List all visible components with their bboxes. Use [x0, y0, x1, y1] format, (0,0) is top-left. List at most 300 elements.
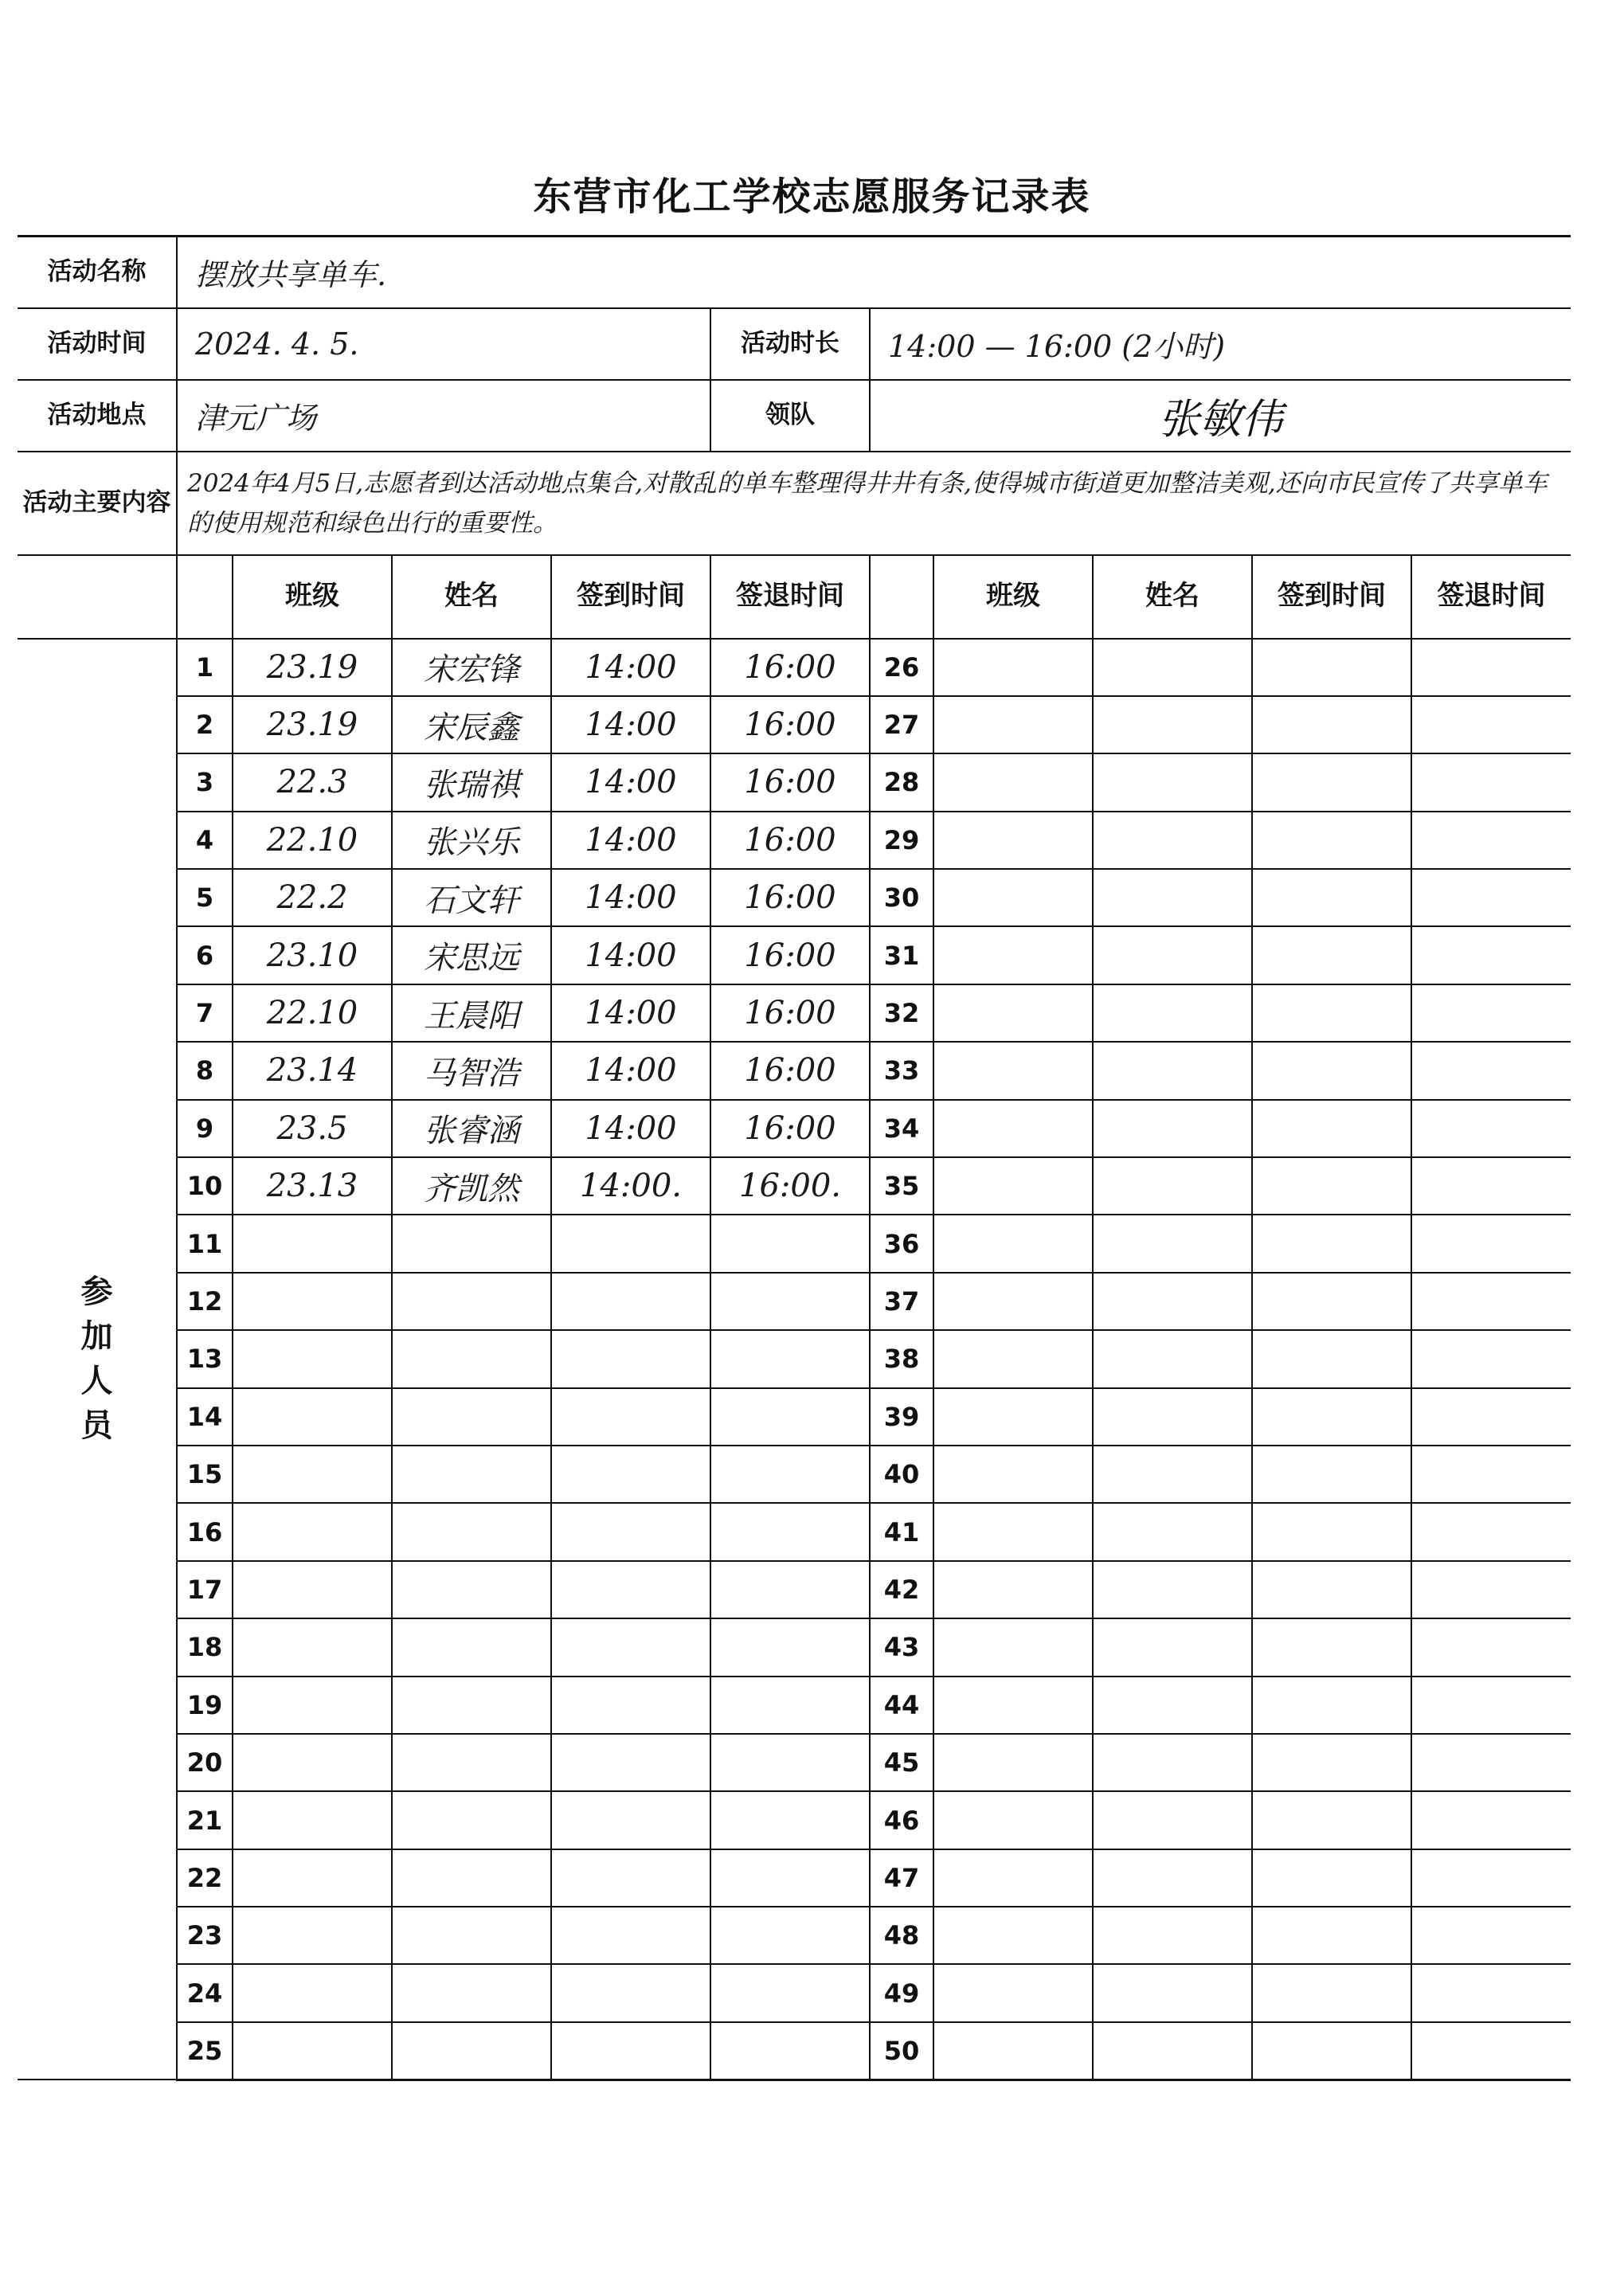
cell-checkout [1411, 1561, 1571, 1618]
cell-name [392, 1561, 551, 1618]
column-header-name-left: 姓名 [392, 555, 551, 639]
cell-class [933, 869, 1093, 926]
cell-checkin [1252, 696, 1411, 753]
cell-name [392, 1964, 551, 2021]
cell-name: 张睿涵 [392, 1100, 551, 1157]
cell-checkout [710, 1964, 870, 2021]
cell-checkin [1252, 812, 1411, 869]
row-number: 39 [870, 1388, 933, 1446]
cell-name [392, 1446, 551, 1503]
cell-checkin: 14:00 [551, 639, 710, 696]
table-row [18, 696, 1571, 753]
row-number: 46 [870, 1791, 933, 1849]
cell-name [392, 1618, 551, 1676]
cell-class: 23.10 [233, 926, 392, 984]
cell-checkout: 16:00 [710, 1100, 870, 1157]
row-number: 45 [870, 1734, 933, 1791]
cell-checkin [1252, 639, 1411, 696]
cell-checkout [1411, 984, 1571, 1042]
cell-checkin [1252, 1042, 1411, 1099]
cell-name [1093, 1734, 1252, 1791]
cell-checkout: 16:00 [710, 1042, 870, 1099]
cell-checkin [1252, 984, 1411, 1042]
cell-checkout: 16:00 [710, 812, 870, 869]
cell-name [1093, 984, 1252, 1042]
row-number: 6 [177, 926, 233, 984]
cell-checkin [1252, 1618, 1411, 1676]
cell-checkout [1411, 1503, 1571, 1560]
header-num-cell-right [870, 555, 933, 639]
cell-checkin [1252, 1561, 1411, 1618]
cell-checkout: 16:00 [710, 639, 870, 696]
cell-class: 22.2 [233, 869, 392, 926]
row-number: 35 [870, 1157, 933, 1215]
table-row [18, 1503, 1571, 1560]
cell-name [1093, 1446, 1252, 1503]
cell-name [1093, 696, 1252, 753]
cell-checkin [551, 1734, 710, 1791]
cell-name [392, 1388, 551, 1446]
cell-name [1093, 1677, 1252, 1734]
cell-checkin [551, 1677, 710, 1734]
cell-checkout [1411, 1157, 1571, 1215]
cell-checkout [710, 1618, 870, 1676]
row-number: 34 [870, 1100, 933, 1157]
cell-checkout [1411, 2022, 1571, 2080]
cell-name: 王晨阳 [392, 984, 551, 1042]
row-number: 44 [870, 1677, 933, 1734]
cell-checkin [1252, 1100, 1411, 1157]
cell-checkout [1411, 1677, 1571, 1734]
volunteer-record-table [18, 235, 1571, 2081]
row-number: 19 [177, 1677, 233, 1734]
cell-checkout [710, 1388, 870, 1446]
cell-checkout [1411, 1273, 1571, 1330]
cell-checkout: 16:00 [710, 753, 870, 811]
cell-class: 23.13 [233, 1157, 392, 1215]
cell-name [1093, 1964, 1252, 2021]
cell-name [392, 1677, 551, 1734]
cell-name [392, 1849, 551, 1907]
cell-checkout [1411, 1849, 1571, 1907]
row-number: 5 [177, 869, 233, 926]
row-number: 13 [177, 1330, 233, 1387]
row-activity-location [18, 380, 1571, 452]
cell-checkin [1252, 1503, 1411, 1560]
cell-class [233, 1907, 392, 1964]
table-row [18, 1157, 1571, 1215]
cell-name [1093, 1100, 1252, 1157]
cell-class [933, 2022, 1093, 2080]
cell-checkout [1411, 1964, 1571, 2021]
cell-checkout: 16:00 [710, 984, 870, 1042]
row-number: 17 [177, 1561, 233, 1618]
cell-class [233, 1446, 392, 1503]
row-number: 15 [177, 1446, 233, 1503]
cell-checkin: 14:00 [551, 926, 710, 984]
cell-name: 张兴乐 [392, 812, 551, 869]
row-number: 38 [870, 1330, 933, 1387]
row-activity-content [18, 452, 1571, 555]
cell-checkin [551, 1388, 710, 1446]
cell-class [933, 984, 1093, 1042]
row-number: 8 [177, 1042, 233, 1099]
team-leader-label: 领队 [710, 380, 870, 452]
table-row [18, 2022, 1571, 2080]
cell-checkout [1411, 639, 1571, 696]
cell-name [392, 1330, 551, 1387]
row-number: 43 [870, 1618, 933, 1676]
table-row [18, 812, 1571, 869]
table-row [18, 1446, 1571, 1503]
cell-class [233, 2022, 392, 2080]
cell-checkout [1411, 1042, 1571, 1099]
cell-checkout [1411, 1907, 1571, 1964]
activity-time-label: 活动时间 [18, 308, 177, 380]
cell-class [933, 1215, 1093, 1272]
cell-class [933, 1503, 1093, 1560]
cell-checkout [710, 1503, 870, 1560]
cell-class: 23.19 [233, 639, 392, 696]
cell-checkin [1252, 926, 1411, 984]
cell-checkout [1411, 1100, 1571, 1157]
cell-name [1093, 1273, 1252, 1330]
column-header-class-right: 班级 [933, 555, 1093, 639]
cell-checkin [551, 1330, 710, 1387]
cell-checkin [1252, 753, 1411, 811]
table-row [18, 1618, 1571, 1676]
cell-class: 23.5 [233, 1100, 392, 1157]
cell-name [1093, 1157, 1252, 1215]
cell-checkout [1411, 812, 1571, 869]
cell-class: 23.19 [233, 696, 392, 753]
row-number: 41 [870, 1503, 933, 1560]
row-number: 9 [177, 1100, 233, 1157]
cell-name [1093, 1618, 1252, 1676]
cell-checkin: 14:00 [551, 696, 710, 753]
row-number: 20 [177, 1734, 233, 1791]
cell-class [933, 639, 1093, 696]
table-row [18, 639, 1571, 696]
cell-checkin [1252, 1907, 1411, 1964]
row-number: 32 [870, 984, 933, 1042]
cell-name [1093, 1561, 1252, 1618]
row-number: 7 [177, 984, 233, 1042]
cell-checkout [1411, 926, 1571, 984]
cell-class [933, 1446, 1093, 1503]
cell-checkin: 14:00 [551, 1042, 710, 1099]
cell-name: 石文轩 [392, 869, 551, 926]
table-row [18, 1734, 1571, 1791]
cell-checkin [1252, 1388, 1411, 1446]
activity-location-label: 活动地点 [18, 380, 177, 452]
row-number: 25 [177, 2022, 233, 2080]
cell-class [233, 1330, 392, 1387]
cell-checkout [1411, 1215, 1571, 1272]
cell-class [233, 1503, 392, 1560]
row-activity-time [18, 308, 1571, 380]
cell-checkout [710, 1330, 870, 1387]
activity-time-value: 2024. 4. 5. [177, 308, 710, 380]
cell-checkin [1252, 1157, 1411, 1215]
row-number: 36 [870, 1215, 933, 1272]
table-row [18, 1849, 1571, 1907]
cell-checkin [551, 1503, 710, 1560]
cell-name [1093, 639, 1252, 696]
cell-checkout [1411, 753, 1571, 811]
cell-name [1093, 753, 1252, 811]
cell-checkout [710, 1791, 870, 1849]
cell-checkout [710, 1849, 870, 1907]
cell-class: 22.10 [233, 812, 392, 869]
cell-checkout [710, 2022, 870, 2080]
cell-class [933, 1388, 1093, 1446]
cell-name [1093, 2022, 1252, 2080]
cell-name: 宋宏锋 [392, 639, 551, 696]
row-number: 23 [177, 1907, 233, 1964]
cell-name: 宋辰鑫 [392, 696, 551, 753]
row-number: 4 [177, 812, 233, 869]
cell-name: 张瑞祺 [392, 753, 551, 811]
column-header-checkout-left: 签退时间 [710, 555, 870, 639]
cell-checkout [710, 1734, 870, 1791]
column-header-name-right: 姓名 [1093, 555, 1252, 639]
cell-name [1093, 1042, 1252, 1099]
cell-name [392, 2022, 551, 2080]
row-number: 1 [177, 639, 233, 696]
cell-checkout: 16:00. [710, 1157, 870, 1215]
cell-class [233, 1215, 392, 1272]
cell-checkin: 14:00. [551, 1157, 710, 1215]
participants-label: 参 加 人 员 [18, 639, 177, 2080]
cell-checkout [1411, 869, 1571, 926]
cell-checkout [710, 1446, 870, 1503]
cell-class [233, 1964, 392, 2021]
row-number: 2 [177, 696, 233, 753]
cell-checkin [1252, 1791, 1411, 1849]
table-row [18, 1791, 1571, 1849]
cell-checkout: 16:00 [710, 869, 870, 926]
table-row [18, 1273, 1571, 1330]
cell-checkout [1411, 1791, 1571, 1849]
cell-checkout: 16:00 [710, 696, 870, 753]
cell-class [933, 1907, 1093, 1964]
cell-checkin [1252, 1964, 1411, 2021]
cell-class [233, 1677, 392, 1734]
cell-class [233, 1734, 392, 1791]
activity-duration-value: 14:00 — 16:00 (2小时) [870, 308, 1571, 380]
cell-checkin [551, 2022, 710, 2080]
cell-class [233, 1388, 392, 1446]
row-number: 50 [870, 2022, 933, 2080]
table-row [18, 1042, 1571, 1099]
row-number: 31 [870, 926, 933, 984]
cell-name [1093, 1907, 1252, 1964]
cell-class [933, 1273, 1093, 1330]
cell-name: 马智浩 [392, 1042, 551, 1099]
cell-class [933, 1330, 1093, 1387]
table-row [18, 1330, 1571, 1387]
activity-content-value: 2024年4月5日,志愿者到达活动地点集合,对散乱的单车整理得井井有条,使得城市街道更加整洁美观,还向市民宣传了共享单车的使用规范和绿色出行的重要性。 [177, 452, 1571, 555]
row-number: 30 [870, 869, 933, 926]
cell-checkout [1411, 1388, 1571, 1446]
row-number: 48 [870, 1907, 933, 1964]
cell-class [933, 1677, 1093, 1734]
row-number: 3 [177, 753, 233, 811]
cell-checkin [551, 1561, 710, 1618]
row-number: 47 [870, 1849, 933, 1907]
row-number: 40 [870, 1446, 933, 1503]
header-blank-cell [18, 555, 177, 639]
cell-name [392, 1215, 551, 1272]
cell-class [933, 1791, 1093, 1849]
table-row [18, 869, 1571, 926]
team-leader-signature: 张敏伟 [870, 380, 1571, 452]
row-number: 49 [870, 1964, 933, 2021]
cell-name [392, 1791, 551, 1849]
cell-checkin [551, 1215, 710, 1272]
row-number: 37 [870, 1273, 933, 1330]
cell-class [933, 753, 1093, 811]
row-number: 42 [870, 1561, 933, 1618]
cell-class [233, 1618, 392, 1676]
cell-checkout [710, 1907, 870, 1964]
row-number: 18 [177, 1618, 233, 1676]
cell-checkin [1252, 1273, 1411, 1330]
cell-checkin: 14:00 [551, 869, 710, 926]
row-activity-name [18, 237, 1571, 308]
activity-name-label: 活动名称 [18, 237, 177, 308]
cell-class [933, 1561, 1093, 1618]
table-row [18, 1100, 1571, 1157]
row-number: 33 [870, 1042, 933, 1099]
cell-checkin: 14:00 [551, 984, 710, 1042]
row-number: 21 [177, 1791, 233, 1849]
cell-name [1093, 1388, 1252, 1446]
table-row [18, 753, 1571, 811]
cell-name [1093, 1215, 1252, 1272]
cell-class [233, 1849, 392, 1907]
cell-checkin [1252, 1330, 1411, 1387]
cell-checkin [551, 1964, 710, 2021]
cell-checkin: 14:00 [551, 753, 710, 811]
column-header-checkout-right: 签退时间 [1411, 555, 1571, 639]
cell-checkin [551, 1791, 710, 1849]
row-number: 22 [177, 1849, 233, 1907]
cell-class [233, 1561, 392, 1618]
table-row [18, 984, 1571, 1042]
cell-checkin [1252, 1849, 1411, 1907]
row-number: 14 [177, 1388, 233, 1446]
cell-checkin [1252, 2022, 1411, 2080]
cell-name [1093, 1503, 1252, 1560]
row-number: 10 [177, 1157, 233, 1215]
cell-checkin [1252, 1734, 1411, 1791]
participants-header-row [18, 555, 1571, 639]
form-title: 东营市化工学校志愿服务记录表 [533, 174, 1091, 219]
cell-class [933, 812, 1093, 869]
column-header-checkin-left: 签到时间 [551, 555, 710, 639]
cell-class [933, 1734, 1093, 1791]
cell-class: 23.14 [233, 1042, 392, 1099]
cell-checkin [551, 1907, 710, 1964]
cell-name [1093, 869, 1252, 926]
cell-checkout [710, 1561, 870, 1618]
column-header-class-left: 班级 [233, 555, 392, 639]
table-row [18, 1907, 1571, 1964]
cell-name [392, 1907, 551, 1964]
cell-class [933, 1100, 1093, 1157]
table-row [18, 926, 1571, 984]
cell-checkin [551, 1446, 710, 1503]
cell-checkin [1252, 1446, 1411, 1503]
row-number: 27 [870, 696, 933, 753]
cell-class: 22.3 [233, 753, 392, 811]
cell-class: 22.10 [233, 984, 392, 1042]
cell-name [1093, 1849, 1252, 1907]
cell-name [392, 1734, 551, 1791]
cell-name: 齐凯然 [392, 1157, 551, 1215]
cell-class [933, 696, 1093, 753]
cell-checkin [1252, 1215, 1411, 1272]
activity-name-value: 摆放共享单车. [177, 237, 1571, 308]
cell-class [933, 1964, 1093, 2021]
cell-checkin [551, 1849, 710, 1907]
activity-content-label: 活动主要内容 [18, 452, 177, 555]
cell-checkout: 16:00 [710, 926, 870, 984]
row-number: 28 [870, 753, 933, 811]
cell-class [933, 1157, 1093, 1215]
activity-duration-label: 活动时长 [710, 308, 870, 380]
table-row [18, 1964, 1571, 2021]
row-number: 16 [177, 1503, 233, 1560]
cell-checkin: 14:00 [551, 1100, 710, 1157]
cell-checkin [1252, 869, 1411, 926]
cell-name [1093, 926, 1252, 984]
cell-checkin: 14:00 [551, 812, 710, 869]
cell-name: 宋思远 [392, 926, 551, 984]
cell-class [233, 1791, 392, 1849]
table-row [18, 1561, 1571, 1618]
table-row [18, 1677, 1571, 1734]
cell-name [1093, 1330, 1252, 1387]
cell-checkout [1411, 1734, 1571, 1791]
column-header-checkin-right: 签到时间 [1252, 555, 1411, 639]
cell-checkout [710, 1215, 870, 1272]
activity-location-value: 津元广场 [177, 380, 710, 452]
cell-checkout [1411, 1446, 1571, 1503]
cell-name [392, 1273, 551, 1330]
row-number: 11 [177, 1215, 233, 1272]
cell-name [392, 1503, 551, 1560]
row-number: 29 [870, 812, 933, 869]
cell-checkout [1411, 1618, 1571, 1676]
cell-class [933, 1042, 1093, 1099]
row-number: 12 [177, 1273, 233, 1330]
header-num-cell-left [177, 555, 233, 639]
cell-checkout [1411, 696, 1571, 753]
table-row [18, 1388, 1571, 1446]
cell-checkin [1252, 1677, 1411, 1734]
cell-checkin [551, 1618, 710, 1676]
cell-class [933, 1849, 1093, 1907]
cell-class [933, 1618, 1093, 1676]
cell-name [1093, 812, 1252, 869]
row-number: 26 [870, 639, 933, 696]
table-row [18, 1215, 1571, 1272]
cell-name [1093, 1791, 1252, 1849]
cell-class [233, 1273, 392, 1330]
